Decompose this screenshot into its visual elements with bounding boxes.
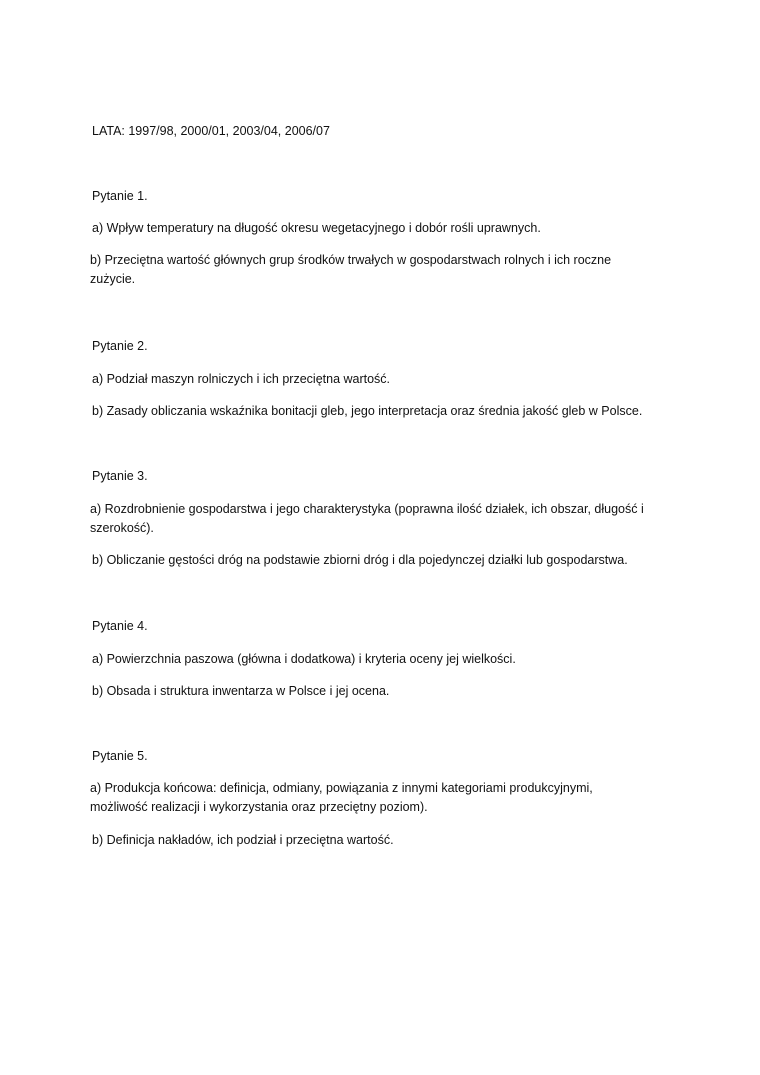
question-1-part-b: b) Przeciętna wartość głównych grup środków trwałych w gospodarstwach rolnych i ich roczne zużycie. (90, 253, 612, 286)
question-3-part-a: a) Rozdrobnienie gospodarstwa i jego charakterystyka (poprawna ilość działek, ich obszar, długość i szerokość). (90, 502, 644, 535)
question-5-title: Pytanie 5. (92, 749, 148, 763)
question-4-part-b: b) Obsada i struktura inwentarza w Polsce i jej ocena. (92, 684, 390, 698)
question-2-title: Pytanie 2. (92, 339, 148, 353)
question-2-part-b: b) Zasady obliczania wskaźnika bonitacji gleb, jego interpretacja oraz średnia jakość gleb w Polsce. (92, 404, 643, 418)
question-1-part-a: a) Wpływ temperatury na długość okresu wegetacyjnego i dobór rośli uprawnych. (92, 221, 541, 235)
question-5-part-a: a) Produkcja końcowa: definicja, odmiany, powiązania z innymi kategoriami produkcyjnymi, możliwość realizacji i wykorzystania oraz przeciętny poziom). (90, 781, 593, 814)
years-header: LATA: 1997/98, 2000/01, 2003/04, 2006/07 (92, 124, 330, 138)
question-3-title: Pytanie 3. (92, 469, 148, 483)
question-2-part-a: a) Podział maszyn rolniczych i ich przeciętna wartość. (92, 372, 391, 386)
question-3-part-b: b) Obliczanie gęstości dróg na podstawie zbiorni dróg i dla pojedynczej działki lub gospodarstwa. (92, 553, 628, 567)
question-4-part-a: a) Powierzchnia paszowa (główna i dodatkowa) i kryteria oceny jej wielkości. (92, 652, 516, 666)
question-1-title: Pytanie 1. (92, 189, 148, 203)
question-5-part-b: b) Definicja nakładów, ich podział i przeciętna wartość. (92, 833, 394, 847)
question-4-title: Pytanie 4. (92, 619, 148, 633)
